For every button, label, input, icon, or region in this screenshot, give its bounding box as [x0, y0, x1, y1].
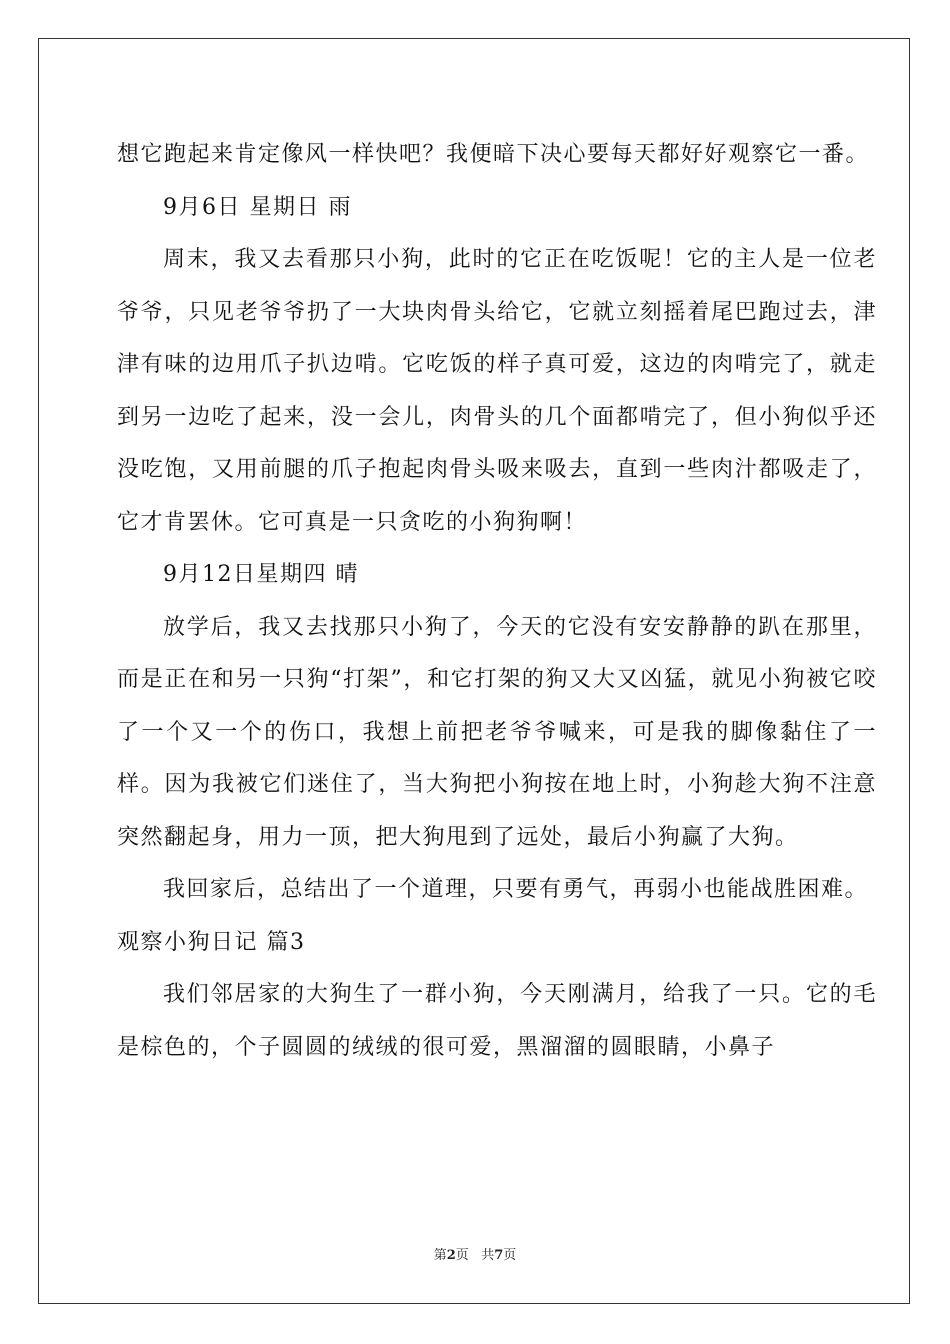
paragraph-sep12-entry: 放学后，我又去找那只小狗了，今天的它没有安安静静的趴在那里，而是正在和另一只狗“打架”，和它打架的狗又大又凶猛，就见小狗被它咬了一个又一个的伤口，我想上前把老爷爷喊来，可是我的脚像黏住了一样。因为我被它们迷住了，当大狗把小狗按在地上时，小狗趁大狗不注意突然翻起身，用力一顶，把大狗甩到了远处，最后小狗赢了大狗。	[117, 614, 877, 850]
page-footer	[39, 1244, 911, 1263]
page-suffix: 页	[455, 1248, 469, 1263]
diary-date-sep6: 9月6日 星期日 雨	[163, 194, 352, 220]
document-page	[38, 38, 910, 1304]
paragraph-conclusion: 我回家后，总结出了一个道理，只要有勇气，再弱小也能战胜困难。	[163, 877, 869, 902]
diary-date-sep12: 9月12日星期四 晴	[163, 562, 359, 587]
paragraph-section3-intro: 我们邻居家的大狗生了一群小狗，今天刚满月，给我了一只。它的毛是棕色的，个子圆圆的绒绒的很可爱，黑溜溜的圆眼睛，小鼻子	[117, 982, 877, 1060]
total-suffix: 页	[503, 1248, 517, 1263]
paragraph-continuation: 想它跑起来肯定像风一样快吧？我便暗下决心要每天都好好观察它一番。	[117, 142, 870, 167]
total-pages: 7	[494, 1248, 504, 1263]
page-number: 2	[446, 1248, 456, 1263]
page-prefix: 第	[433, 1248, 447, 1263]
section-heading: 观察小狗日记 篇3	[117, 929, 306, 955]
paragraph-sep6-entry: 周末，我又去看那只小狗，此时的它正在吃饭呢！它的主人是一位老爷爷，只见老爷爷扔了一大块肉骨头给它，它就立刻摇着尾巴跑过去，津津有味的边用爪子扒边啃。它吃饭的样子真可爱，这边的肉啃完了，就走到另一边吃了起来，没一会儿，肉骨头的几个面都啃完了，但小狗似乎还没吃饱，又用前腿的爪子抱起肉骨头吸来吸去，直到一些肉汁都吸走了，它才肯罢休。它可真是一只贪吃的小狗狗啊！	[117, 247, 877, 535]
document-body	[117, 129, 877, 1074]
total-prefix: 共	[481, 1248, 495, 1263]
